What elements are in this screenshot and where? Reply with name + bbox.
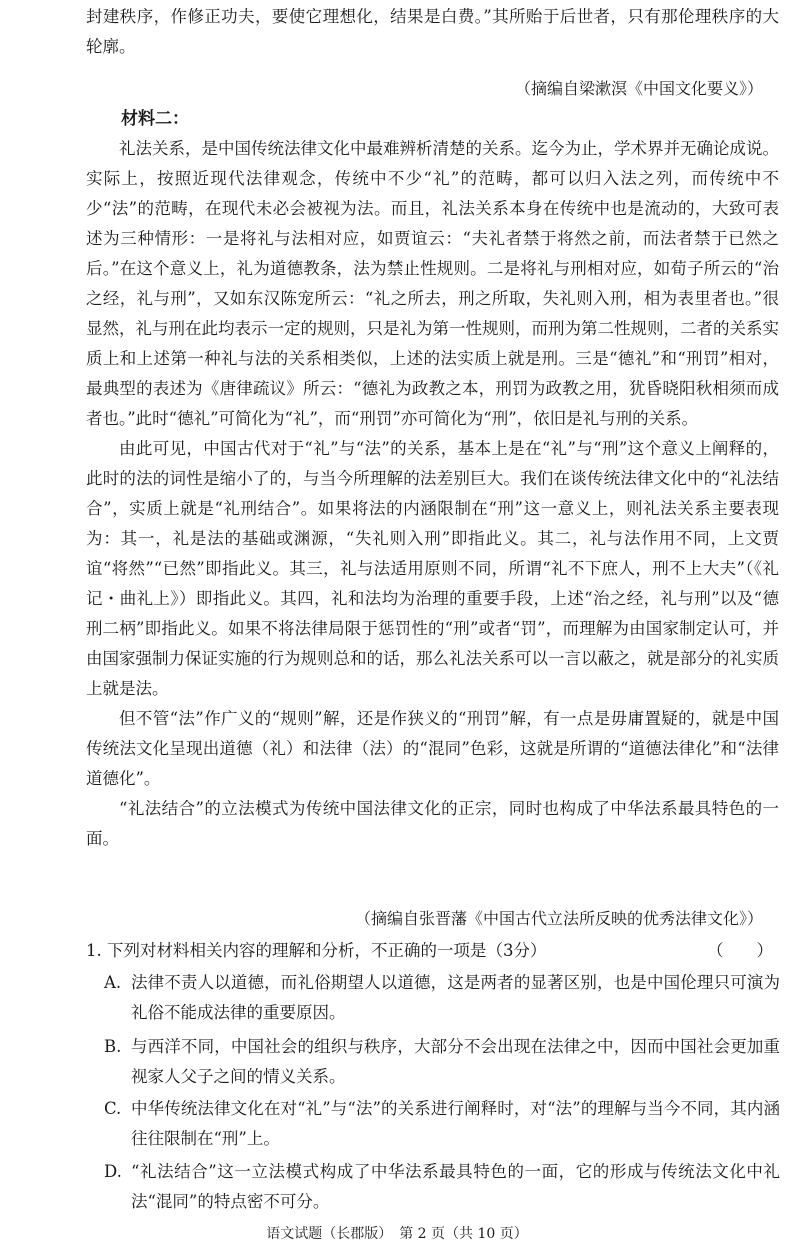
- carryover-paragraph: 封建秩序，作修正功夫，要使它理想化，结果是白费。”其所贻于后世者，只有那伦理秩序的大轮廓。: [86, 7, 779, 56]
- option-text: 与西洋不同，中国社会的组织与秩序，大部分不会出现在法律之中，因而中国社会更加重视家人父子之间的情义关系。: [131, 1037, 780, 1086]
- material-2-body: [86, 134, 779, 854]
- option-label: D.: [104, 1162, 122, 1181]
- answer-bracket: （ ）: [707, 941, 773, 960]
- source-citation-1: （摘编自梁漱溟《中国文化要义》）: [514, 79, 763, 98]
- option-label: C.: [104, 1099, 122, 1118]
- option-text: 法律不责人以道德，而礼俗期望人以道德，这是两者的显著区别，也是中国伦理只可演为礼俗不能成法律的重要原因。: [131, 973, 780, 1022]
- source-citation-2: （摘编自张晋藩《中国古代立法所反映的优秀法律文化》）: [354, 909, 763, 928]
- option-b: [104, 1032, 780, 1092]
- option-c: [104, 1094, 780, 1154]
- paragraph-3: 但不管“法”作广义的“规则”解，还是作狭义的“刑罚”解，有一点是毋庸置疑的，就是中国传统法文化呈现出道德（礼）和法律（法）的“混同”色彩，这就是所谓的“道德法律化”和“法律道德化”。: [86, 709, 779, 788]
- option-a: [104, 968, 780, 1028]
- paragraph-4: “礼法结合”的立法模式为传统中国法律文化的正宗，同时也构成了中华法系最具特色的一面。: [86, 799, 779, 848]
- question-1: [86, 936, 779, 966]
- page-footer: 语文试题（长郡版） 第 2 页（共 10 页）: [266, 1226, 528, 1242]
- paragraph-1: 礼法关系，是中国传统法律文化中最难辨析清楚的关系。迄今为止，学术界并无确论成说。实际上，按照近现代法律观念，传统中不少“礼”的范畴，都可以归入法之列，而传统中不少“法”的范畴，在现代未必会被视为法。而且，礼法关系本身在传统中也是流动的，大致可表述为三种情形：一是将礼与法相对应，如贾谊云：“夫礼者禁于将然之前，而法者禁于已然之后。”在这个意义上，礼为道德教条，法为禁止性规则。二是将礼与刑相对应，如荀子所云的“治之经，礼与刑”，又如东汉陈宠所云：“礼之所去，刑之所取，失礼则入刑，相为表里者也。”很显然，礼与刑在此均表示一定的规则，只是礼为第一性规则，而刑为第二性规则，二者的关系实质上和上述第一种礼与法的关系相类似，上述的法实质上就是刑。三是“德礼”和“刑罚”相对，最典型的表述为《唐律疏议》所云：“德礼为政教之本，刑罚为政教之用，犹昏晓阳秋相须而成者也。”此时“德礼”可简化为“礼”，而“刑罚”亦可简化为“刑”，依旧是礼与刑的关系。: [86, 139, 779, 428]
- material-2-heading: 材料二：: [121, 109, 189, 129]
- option-text: “礼法结合”这一立法模式构成了中华法系最具特色的一面，它的形成与传统法文化中礼法“混同”的特点密不可分。: [131, 1162, 780, 1211]
- question-stem: 1. 下列对材料相关内容的理解和分析，不正确的一项是（3分）: [86, 941, 547, 960]
- option-text: 中华传统法律文化在对“礼”与“法”的关系进行阐释时，对“法”的理解与当今不同，其内涵往往限制在“刑”上。: [131, 1099, 780, 1148]
- option-label: B.: [104, 1037, 122, 1056]
- option-d: [104, 1157, 780, 1217]
- option-label: A.: [104, 973, 122, 992]
- paragraph-2: 由此可见，中国古代对于“礼”与“法”的关系，基本上是在“礼”与“刑”这个意义上阐释的，此时的法的词性是缩小了的，与当今所理解的法差别巨大。我们在谈传统法律文化中的“礼法结合”，实质上就是“礼刑结合”。如果将法的内涵限制在“刑”这一意义上，则礼法关系主要表现为：其一，礼是法的基础或渊源，“失礼则入刑”即指此义。其二，礼与法作用不同，上文贾谊“将然”“已然”即指此义。其三，礼与法适用原则不同，所谓“礼不下庶人，刑不上大夫”（《礼记・曲礼上》）即指此义。其四，礼和法均为治理的重要手段，上述“治之经，礼与刑”以及“德刑二柄”即指此义。如果不将法律局限于惩罚性的“刑”或者“罚”，而理解为由国家制定认可，并由国家强制力保证实施的行为规则总和的话，那么礼法关系可以一言以蔽之，就是部分的礼实质上就是法。: [86, 439, 779, 698]
